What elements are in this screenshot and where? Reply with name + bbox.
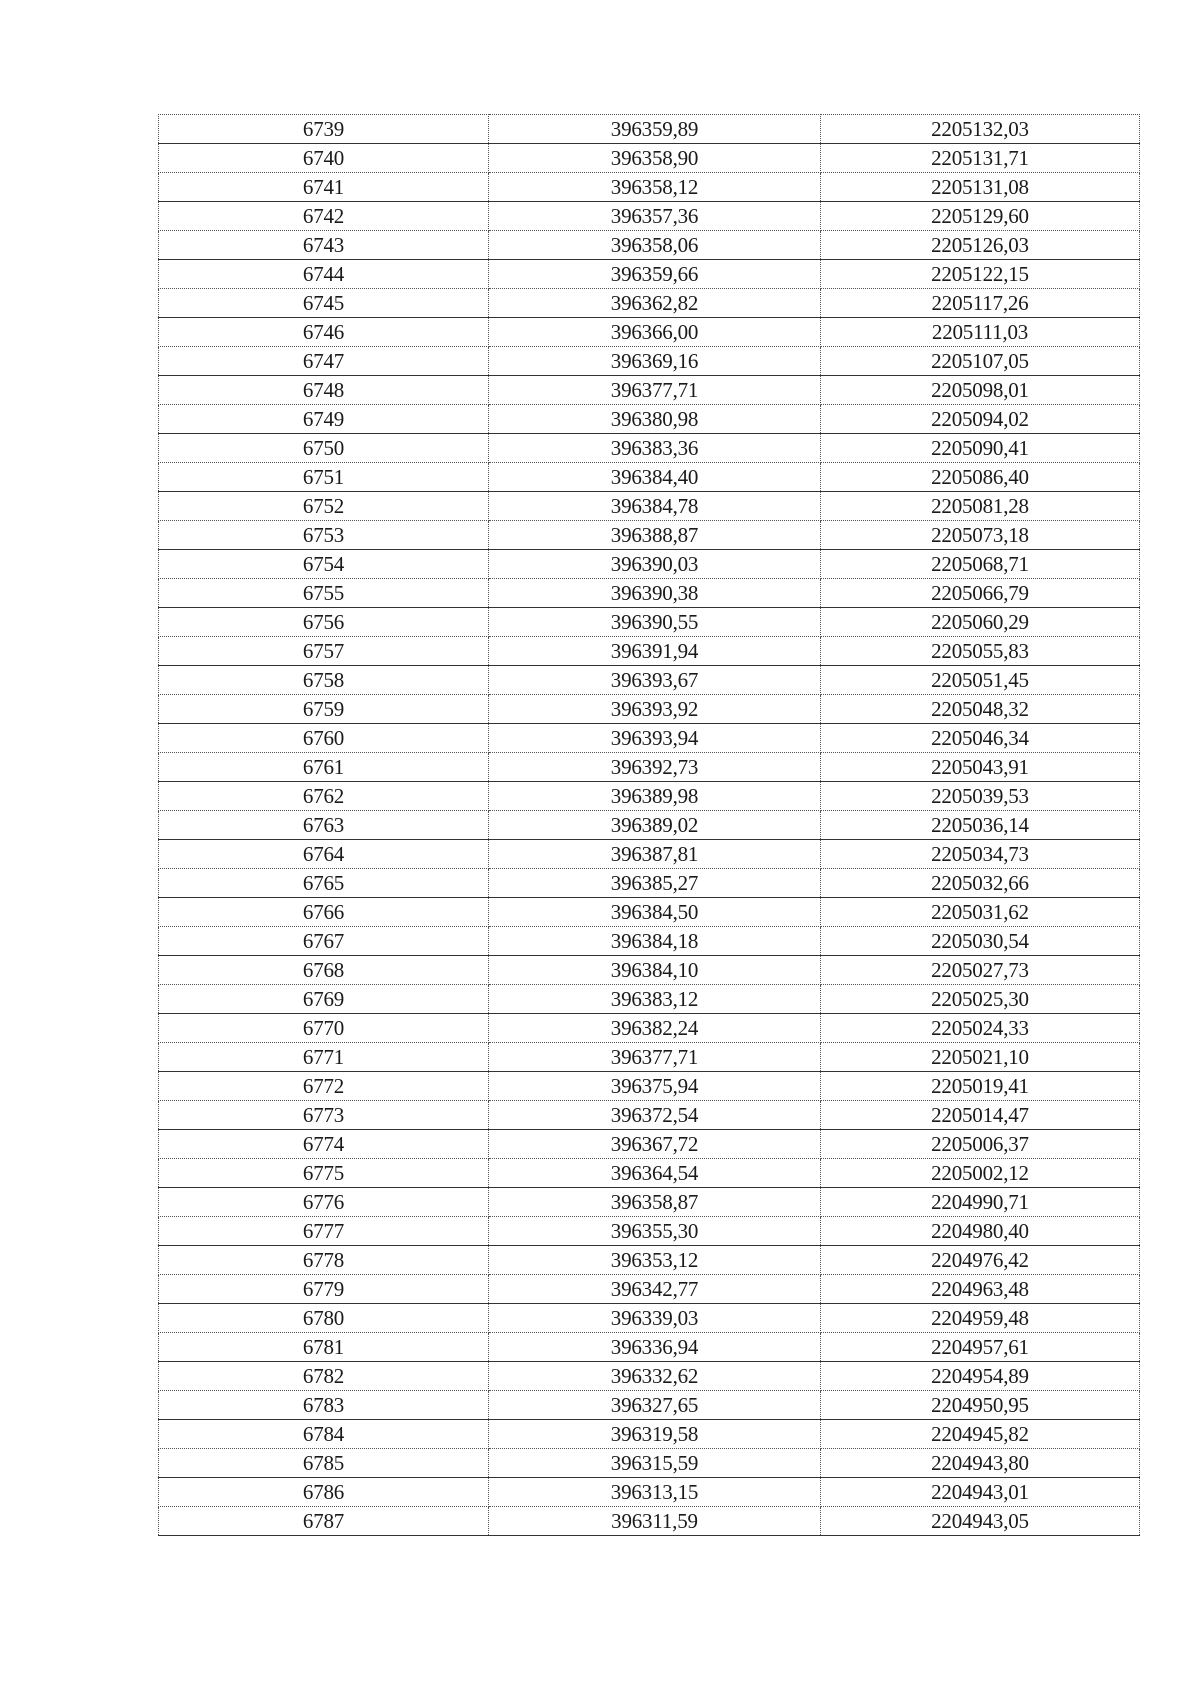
y-coordinate-cell: 2205030,54 [821,927,1140,956]
point-number-cell: 6761 [159,753,489,782]
table-row [159,1420,1140,1449]
y-coordinate-cell: 2204943,01 [821,1478,1140,1507]
point-number-cell: 6784 [159,1420,489,1449]
x-coordinate-cell: 396384,40 [489,463,821,492]
y-coordinate-cell: 2204980,40 [821,1217,1140,1246]
y-coordinate-cell: 2205111,03 [821,318,1140,347]
x-coordinate-cell: 396362,82 [489,289,821,318]
table-row [159,289,1140,318]
x-coordinate-cell: 396380,98 [489,405,821,434]
point-number-cell: 6753 [159,521,489,550]
point-number-cell: 6782 [159,1362,489,1391]
x-coordinate-cell: 396387,81 [489,840,821,869]
point-number-cell: 6758 [159,666,489,695]
y-coordinate-cell: 2205066,79 [821,579,1140,608]
x-coordinate-cell: 396390,55 [489,608,821,637]
point-number-cell: 6742 [159,202,489,231]
y-coordinate-cell: 2204943,80 [821,1449,1140,1478]
y-coordinate-cell: 2204945,82 [821,1420,1140,1449]
table-row [159,782,1140,811]
x-coordinate-cell: 396358,90 [489,144,821,173]
point-number-cell: 6756 [159,608,489,637]
point-number-cell: 6740 [159,144,489,173]
y-coordinate-cell: 2204943,05 [821,1507,1140,1536]
y-coordinate-cell: 2205126,03 [821,231,1140,260]
y-coordinate-cell: 2205055,83 [821,637,1140,666]
x-coordinate-cell: 396358,12 [489,173,821,202]
table-row [159,1304,1140,1333]
y-coordinate-cell: 2205068,71 [821,550,1140,579]
point-number-cell: 6768 [159,956,489,985]
point-number-cell: 6772 [159,1072,489,1101]
x-coordinate-cell: 396377,71 [489,376,821,405]
y-coordinate-cell: 2204959,48 [821,1304,1140,1333]
table-row [159,869,1140,898]
x-coordinate-cell: 396385,27 [489,869,821,898]
table-row [159,1014,1140,1043]
table-row [159,550,1140,579]
y-coordinate-cell: 2205090,41 [821,434,1140,463]
table-row [159,579,1140,608]
x-coordinate-cell: 396311,59 [489,1507,821,1536]
table-row [159,376,1140,405]
table-row [159,1333,1140,1362]
x-coordinate-cell: 396389,02 [489,811,821,840]
y-coordinate-cell: 2205027,73 [821,956,1140,985]
y-coordinate-cell: 2205034,73 [821,840,1140,869]
table-row [159,956,1140,985]
table-row [159,463,1140,492]
table-row [159,1072,1140,1101]
point-number-cell: 6751 [159,463,489,492]
point-number-cell: 6759 [159,695,489,724]
table-row [159,144,1140,173]
x-coordinate-cell: 396383,36 [489,434,821,463]
x-coordinate-cell: 396390,38 [489,579,821,608]
y-coordinate-cell: 2204957,61 [821,1333,1140,1362]
table-row [159,1188,1140,1217]
point-number-cell: 6765 [159,869,489,898]
point-number-cell: 6763 [159,811,489,840]
point-number-cell: 6767 [159,927,489,956]
y-coordinate-cell: 2205046,34 [821,724,1140,753]
y-coordinate-cell: 2205025,30 [821,985,1140,1014]
x-coordinate-cell: 396375,94 [489,1072,821,1101]
point-number-cell: 6747 [159,347,489,376]
x-coordinate-cell: 396383,12 [489,985,821,1014]
point-number-cell: 6781 [159,1333,489,1362]
point-number-cell: 6757 [159,637,489,666]
y-coordinate-cell: 2205002,12 [821,1159,1140,1188]
y-coordinate-cell: 2205036,14 [821,811,1140,840]
point-number-cell: 6766 [159,898,489,927]
x-coordinate-cell: 396366,00 [489,318,821,347]
point-number-cell: 6760 [159,724,489,753]
point-number-cell: 6783 [159,1391,489,1420]
table-row [159,202,1140,231]
table-row [159,1101,1140,1130]
table-row [159,753,1140,782]
x-coordinate-cell: 396393,67 [489,666,821,695]
table-row [159,927,1140,956]
x-coordinate-cell: 396315,59 [489,1449,821,1478]
y-coordinate-cell: 2205107,05 [821,347,1140,376]
y-coordinate-cell: 2205094,02 [821,405,1140,434]
point-number-cell: 6779 [159,1275,489,1304]
point-number-cell: 6764 [159,840,489,869]
table-row [159,115,1140,144]
table-row [159,608,1140,637]
table-row [159,318,1140,347]
x-coordinate-cell: 396359,89 [489,115,821,144]
x-coordinate-cell: 396390,03 [489,550,821,579]
y-coordinate-cell: 2205048,32 [821,695,1140,724]
table-row [159,811,1140,840]
table-row [159,666,1140,695]
table-row [159,347,1140,376]
point-number-cell: 6744 [159,260,489,289]
x-coordinate-cell: 396392,73 [489,753,821,782]
x-coordinate-cell: 396384,18 [489,927,821,956]
x-coordinate-cell: 396372,54 [489,1101,821,1130]
point-number-cell: 6746 [159,318,489,347]
y-coordinate-cell: 2205086,40 [821,463,1140,492]
table-row [159,434,1140,463]
point-number-cell: 6786 [159,1478,489,1507]
point-number-cell: 6777 [159,1217,489,1246]
point-number-cell: 6743 [159,231,489,260]
y-coordinate-cell: 2205031,62 [821,898,1140,927]
coordinate-table [158,114,1140,1536]
table-row [159,231,1140,260]
point-number-cell: 6762 [159,782,489,811]
x-coordinate-cell: 396384,78 [489,492,821,521]
y-coordinate-cell: 2205081,28 [821,492,1140,521]
point-number-cell: 6770 [159,1014,489,1043]
point-number-cell: 6741 [159,173,489,202]
table-row [159,1275,1140,1304]
coordinate-table-body [159,115,1140,1536]
point-number-cell: 6778 [159,1246,489,1275]
y-coordinate-cell: 2205131,71 [821,144,1140,173]
point-number-cell: 6787 [159,1507,489,1536]
x-coordinate-cell: 396393,94 [489,724,821,753]
table-row [159,1362,1140,1391]
y-coordinate-cell: 2205098,01 [821,376,1140,405]
x-coordinate-cell: 396384,50 [489,898,821,927]
point-number-cell: 6750 [159,434,489,463]
table-row [159,637,1140,666]
table-row [159,492,1140,521]
x-coordinate-cell: 396313,15 [489,1478,821,1507]
table-row [159,405,1140,434]
table-row [159,985,1140,1014]
y-coordinate-cell: 2205024,33 [821,1014,1140,1043]
x-coordinate-cell: 396384,10 [489,956,821,985]
x-coordinate-cell: 396358,87 [489,1188,821,1217]
table-row [159,260,1140,289]
table-row [159,898,1140,927]
y-coordinate-cell: 2205117,26 [821,289,1140,318]
table-row [159,840,1140,869]
y-coordinate-cell: 2205132,03 [821,115,1140,144]
table-row [159,1043,1140,1072]
table-row [159,1449,1140,1478]
y-coordinate-cell: 2205051,45 [821,666,1140,695]
table-row [159,1507,1140,1536]
point-number-cell: 6754 [159,550,489,579]
y-coordinate-cell: 2205021,10 [821,1043,1140,1072]
y-coordinate-cell: 2205073,18 [821,521,1140,550]
x-coordinate-cell: 396377,71 [489,1043,821,1072]
point-number-cell: 6755 [159,579,489,608]
y-coordinate-cell: 2205131,08 [821,173,1140,202]
y-coordinate-cell: 2205129,60 [821,202,1140,231]
x-coordinate-cell: 396367,72 [489,1130,821,1159]
point-number-cell: 6776 [159,1188,489,1217]
point-number-cell: 6773 [159,1101,489,1130]
x-coordinate-cell: 396355,30 [489,1217,821,1246]
y-coordinate-cell: 2205122,15 [821,260,1140,289]
x-coordinate-cell: 396327,65 [489,1391,821,1420]
x-coordinate-cell: 396388,87 [489,521,821,550]
x-coordinate-cell: 396391,94 [489,637,821,666]
y-coordinate-cell: 2204990,71 [821,1188,1140,1217]
x-coordinate-cell: 396336,94 [489,1333,821,1362]
y-coordinate-cell: 2205032,66 [821,869,1140,898]
x-coordinate-cell: 396357,36 [489,202,821,231]
point-number-cell: 6769 [159,985,489,1014]
y-coordinate-cell: 2205039,53 [821,782,1140,811]
point-number-cell: 6748 [159,376,489,405]
point-number-cell: 6749 [159,405,489,434]
x-coordinate-cell: 396369,16 [489,347,821,376]
y-coordinate-cell: 2205060,29 [821,608,1140,637]
y-coordinate-cell: 2205006,37 [821,1130,1140,1159]
y-coordinate-cell: 2204954,89 [821,1362,1140,1391]
table-row [159,1246,1140,1275]
point-number-cell: 6752 [159,492,489,521]
point-number-cell: 6771 [159,1043,489,1072]
x-coordinate-cell: 396332,62 [489,1362,821,1391]
y-coordinate-cell: 2205014,47 [821,1101,1140,1130]
table-row [159,521,1140,550]
x-coordinate-cell: 396359,66 [489,260,821,289]
point-number-cell: 6745 [159,289,489,318]
point-number-cell: 6739 [159,115,489,144]
x-coordinate-cell: 396358,06 [489,231,821,260]
x-coordinate-cell: 396319,58 [489,1420,821,1449]
x-coordinate-cell: 396339,03 [489,1304,821,1333]
x-coordinate-cell: 396353,12 [489,1246,821,1275]
table-row [159,1217,1140,1246]
table-row [159,1159,1140,1188]
table-row [159,1130,1140,1159]
y-coordinate-cell: 2204963,48 [821,1275,1140,1304]
x-coordinate-cell: 396393,92 [489,695,821,724]
x-coordinate-cell: 396382,24 [489,1014,821,1043]
x-coordinate-cell: 396364,54 [489,1159,821,1188]
point-number-cell: 6775 [159,1159,489,1188]
x-coordinate-cell: 396389,98 [489,782,821,811]
y-coordinate-cell: 2204950,95 [821,1391,1140,1420]
y-coordinate-cell: 2205043,91 [821,753,1140,782]
point-number-cell: 6785 [159,1449,489,1478]
y-coordinate-cell: 2204976,42 [821,1246,1140,1275]
table-row [159,1391,1140,1420]
x-coordinate-cell: 396342,77 [489,1275,821,1304]
table-row [159,695,1140,724]
table-row [159,1478,1140,1507]
table-row [159,173,1140,202]
y-coordinate-cell: 2205019,41 [821,1072,1140,1101]
point-number-cell: 6774 [159,1130,489,1159]
table-row [159,724,1140,753]
point-number-cell: 6780 [159,1304,489,1333]
